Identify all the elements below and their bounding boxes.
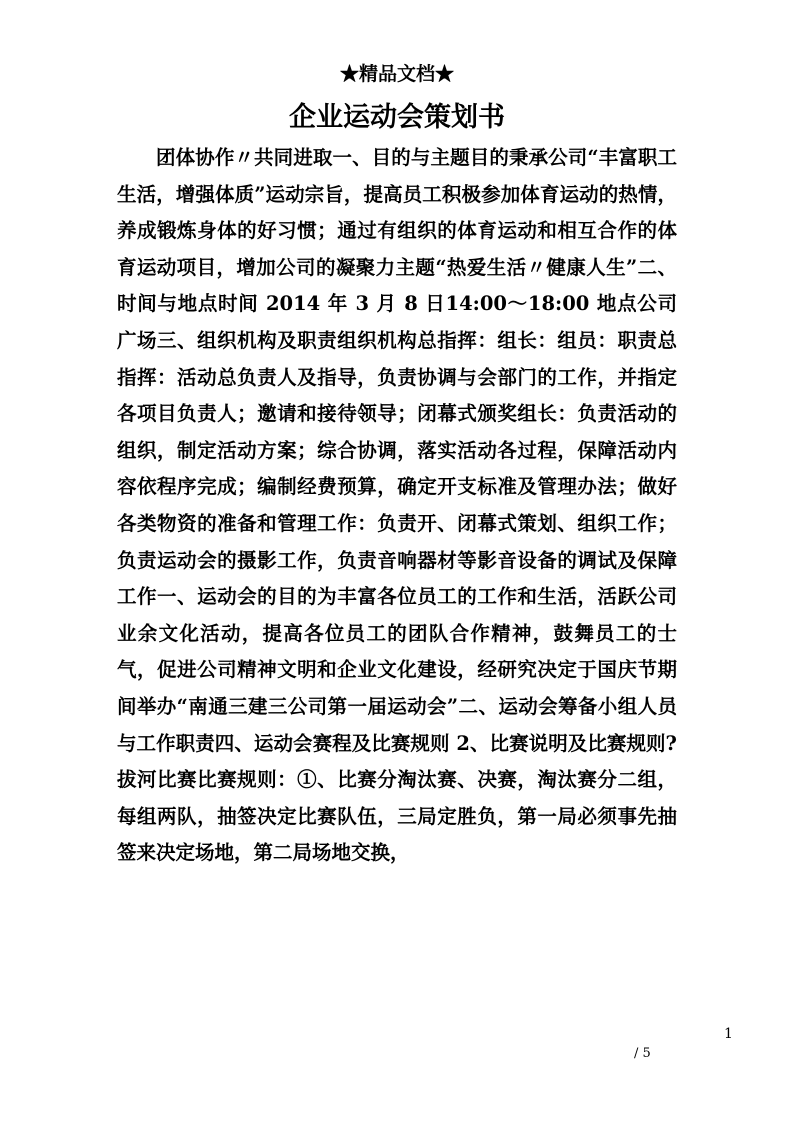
document-header: ★精品文档★ [339, 63, 454, 85]
document-body: 团体协作〃共同进取一、目的与主题目的秉承公司“丰富职工生活，增强体质”运动宗旨，提高员工积极参加体育运动的热情，养成锻炼身体的好习惯；通过有组织的体育运动和相互合作的体育运动项目，增加公司的凝聚力主题“热爱生活〃健康人生”二、时间与地点时间 2014 年 3 月 8 日14:00～18:00 地点公司广场三、组织机构及职责组织机构总指挥：组长：组员：职责总指挥：活动总负责人及指导，负责协调与会部门的工作，并指定各项目负责人；邀请和接待领导；闭幕式颁奖组长：负责活动的组织，制定活动方案；综合协调，落实活动各过程，保障活动内容依程序完成；编制经费预算，确定开支标准及管理办法；做好各类物资的准备和管理工作：负责开、闭幕式策划、组织工作；负责运动会的摄影工作，负责音响器材等影音设备的调试及保障工作一、运动会的目的为丰富各位员工的工作和生活，活跃公司业余文化活动，提高各位员工的团队合作精神，鼓舞员工的士气，促进公司精神文明和企业文化建设，经研究决定于国庆节期间举办“南通三建三公司第一届运动会”二、运动会筹备小组人员与工作职责四、运动会赛程及比赛规则 2、比赛说明及比赛规则?拔河比赛比赛规则：①、比赛分淘汰赛、决赛，淘汰赛分二组，每组两队，抽签决定比赛队伍，三局定胜负，第一局必须事先抽签来决定场地，第二局场地交换， [117, 146, 677, 865]
page-total: / 5 [634, 1046, 651, 1061]
document-title: 企业运动会策划书 [289, 102, 505, 133]
page-number: 1 [724, 1026, 733, 1042]
